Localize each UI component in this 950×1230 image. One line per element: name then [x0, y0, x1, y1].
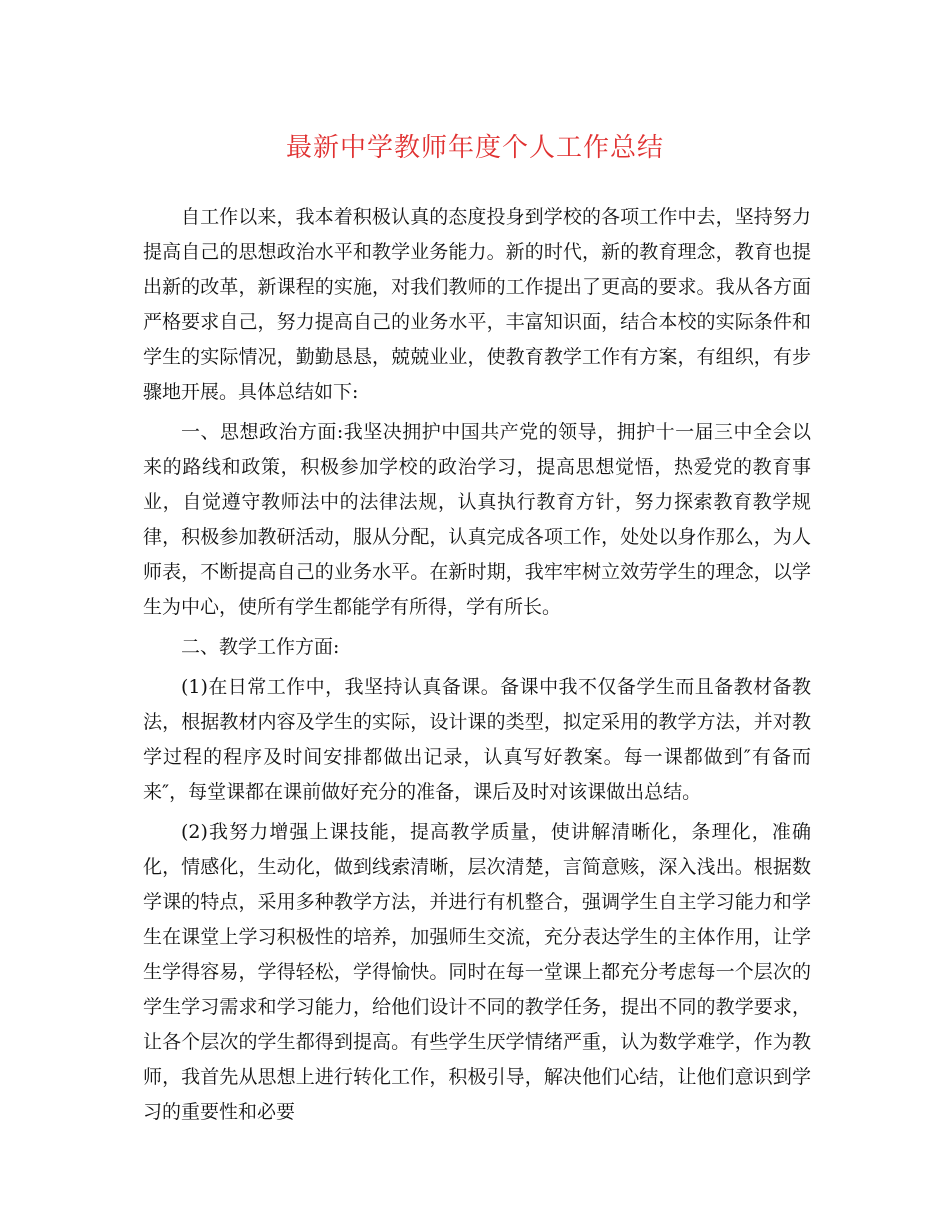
document-title: 最新中学教师年度个人工作总结 [285, 133, 664, 163]
paragraph-teaching-heading: 二、教学工作方面: [181, 636, 340, 658]
paragraph-teaching-2: (2)我努力增强上课技能，提高教学质量，使讲解清晰化，条理化，准确化，情感化，生动化，做到线索清晰，层次清楚，言简意赅，深入浅出。根据数学课的特点，采用多种教学方法，并进行有机整合，强调学生自主学习能力和学生在课堂上学习积极性的培养，加强师生交流，充分表达学生的主体作用，让学生学得容易，学得轻松，学得愉快。同时在每一堂课上都充分考虑每一个层次的学生学习需求和学习能力，给他们设计不同的教学任务，提出不同的教学要求，让各个层次的学生都得到提高。有些学生厌学情绪严重，认为数学难学，作为教师，我首先从思想上进行转化工作，积极引导，解决他们心结，让他们意识到学习的重要性和必要 [143, 821, 811, 1123]
paragraph-political: 一、思想政治方面:我坚决拥护中国共产党的领导，拥护十一届三中全会以来的路线和政策，积极参加学校的政治学习，提高思想觉悟，热爱党的教育事业，自觉遵守教师法中的法律法规，认真执行教育方针，努力探索教育教学规律，积极参加教研活动，服从分配，认真完成各项工作，处处以身作那么，为人师表，不断提高自己的业务水平。在新时期，我牢牢树立效劳学生的理念，以学生为中心，使所有学生都能学有所得，学有所长。 [143, 421, 811, 618]
document-body [143, 200, 811, 1135]
paragraph-intro: 自工作以来，我本着积极认真的态度投身到学校的各项工作中去，坚持努力提高自己的思想政治水平和教学业务能力。新的时代，新的教育理念，教育也提出新的改革，新课程的实施，对我们教师的工作提出了更高的要求。我从各方面严格要求自己，努力提高自己的业务水平，丰富知识面，结合本校的实际条件和学生的实际情况，勤勤恳恳，兢兢业业，使教育教学工作有方案，有组织，有步骤地开展。具体总结如下: [143, 206, 811, 403]
paragraph-teaching-1: (1)在日常工作中，我坚持认真备课。备课中我不仅备学生而且备教材备教法，根据教材内容及学生的实际，设计课的类型，拟定采用的教学方法，并对教学过程的程序及时间安排都做出记录，认真写好教案。每一课都做到″有备而来″，每堂课都在课前做好充分的准备，课后及时对该课做出总结。 [143, 676, 811, 803]
